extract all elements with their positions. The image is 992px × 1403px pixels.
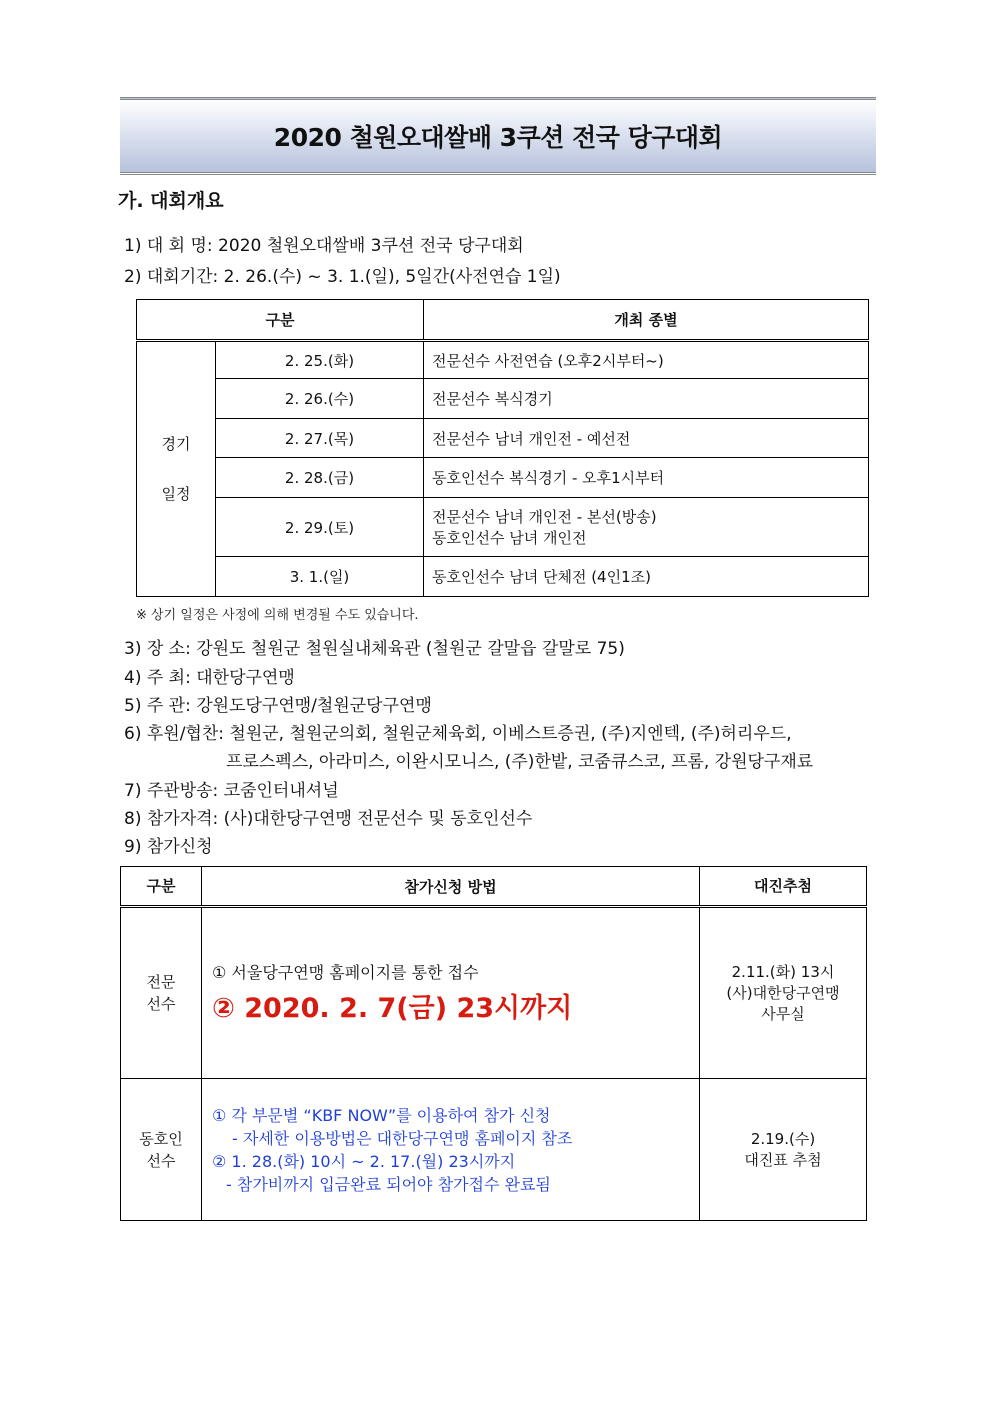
schedule-note: ※ 상기 일정은 사정에 의해 변경될 수도 있습니다. (136, 608, 419, 623)
pro-draw-line: (사)대한당구연맹 (726, 983, 840, 1002)
schedule-event: 전문선수 남녀 개인전 - 예선전 (424, 419, 869, 458)
schedule-date: 2. 28.(금) (216, 458, 424, 498)
schedule-group-line1: 경기 (161, 435, 191, 453)
amateur-kind-line: 동호인 (139, 1129, 183, 1148)
amateur-method-line: ① 각 부문별 “KBF NOW”를 이용하여 참가 신청 (212, 1105, 551, 1125)
amateur-kind-cell (121, 1079, 202, 1221)
schedule-group-line2: 일정 (161, 485, 191, 503)
application-header-draw: 대진추첨 (700, 867, 867, 907)
schedule-date: 2. 26.(수) (216, 379, 424, 419)
schedule-header-group: 구분 (137, 300, 424, 341)
schedule-date: 2. 25.(화) (216, 341, 424, 379)
schedule-header-events: 개최 종별 (424, 300, 869, 341)
schedule-table (136, 299, 869, 597)
pro-deadline: ② 2020. 2. 7(금) 23시까지 (212, 993, 573, 1024)
document-title: 2020 철원오대쌀배 3쿠션 전국 당구대회 (273, 123, 723, 152)
amateur-method-line: ② 1. 28.(화) 10시 ~ 2. 17.(월) 23시까지 (212, 1151, 516, 1171)
pro-draw-line: 사무실 (761, 1004, 805, 1023)
schedule-date: 2. 27.(목) (216, 419, 424, 458)
pro-method-cell (202, 907, 700, 1079)
item-sponsor-1: 6) 후원/협찬: 철원군, 철원군의회, 철원군체육회, 이베스트증권, (주)지엔텍, (주)허리우드, (124, 724, 792, 744)
pro-method-line: ① 서울당구연맹 홈페이지를 통한 접수 (212, 963, 479, 982)
pro-draw-cell (700, 907, 867, 1079)
schedule-event: 동호인선수 남녀 단체전 (4인1조) (424, 557, 869, 597)
amateur-draw-line: 2.19.(수) (750, 1129, 816, 1148)
amateur-kind-line: 선수 (146, 1151, 176, 1170)
pro-kind-line: 전문 (146, 973, 176, 991)
section-heading: 가. 대회개요 (118, 190, 224, 212)
amateur-method-line: - 참가비까지 입금완료 되어야 참가접수 완료됨 (226, 1174, 551, 1194)
item-organizer: 5) 주 관: 강원도당구연맹/철원군당구연맹 (124, 696, 432, 716)
item-venue: 3) 장 소: 강원도 철원군 철원실내체육관 (철원군 갈말읍 갈말로 75) (124, 639, 625, 659)
schedule-group-cell (137, 341, 216, 597)
item-application: 9) 참가신청 (124, 837, 213, 857)
item-sponsor-2: 프로스펙스, 아라미스, 이완시모니스, (주)한밭, 코줌큐스코, 프롬, 강원당구재료 (226, 752, 814, 772)
schedule-event: 전문선수 복식경기 (424, 379, 869, 419)
item-broadcast: 7) 주관방송: 코줌인터내셔널 (124, 781, 339, 801)
application-header-kind: 구분 (121, 867, 202, 907)
amateur-draw-line: 대진표 추첨 (744, 1150, 822, 1169)
pro-draw-line: 2.11.(화) 13시 (731, 962, 835, 981)
schedule-event-line: 전문선수 남녀 개인전 - 본선(방송) (432, 508, 657, 526)
schedule-event: 동호인선수 복식경기 - 오후1시부터 (424, 458, 869, 498)
amateur-method-line: - 자세한 이용방법은 대한당구연맹 홈페이지 참조 (232, 1128, 573, 1148)
amateur-draw-cell (700, 1079, 867, 1221)
item-event-period: 2) 대회기간: 2. 26.(수) ~ 3. 1.(일), 5일간(사전연습 1일) (124, 267, 561, 287)
schedule-event: 전문선수 사전연습 (오후2시부터~) (424, 341, 869, 379)
schedule-event (424, 498, 869, 557)
application-table (120, 866, 867, 1221)
amateur-method-cell (202, 1079, 700, 1221)
pro-kind-cell (121, 907, 202, 1079)
item-host: 4) 주 최: 대한당구연맹 (124, 668, 295, 688)
item-event-name: 1) 대 회 명: 2020 철원오대쌀배 3쿠션 전국 당구대회 (124, 236, 524, 256)
schedule-date: 3. 1.(일) (216, 557, 424, 597)
schedule-date: 2. 29.(토) (216, 498, 424, 557)
item-eligibility: 8) 참가자격: (사)대한당구연맹 전문선수 및 동호인선수 (124, 809, 533, 829)
pro-kind-line: 선수 (146, 995, 176, 1013)
schedule-event-line: 동호인선수 남녀 개인전 (432, 529, 587, 547)
application-header-method: 참가신청 방법 (202, 867, 700, 907)
title-banner (120, 97, 876, 175)
